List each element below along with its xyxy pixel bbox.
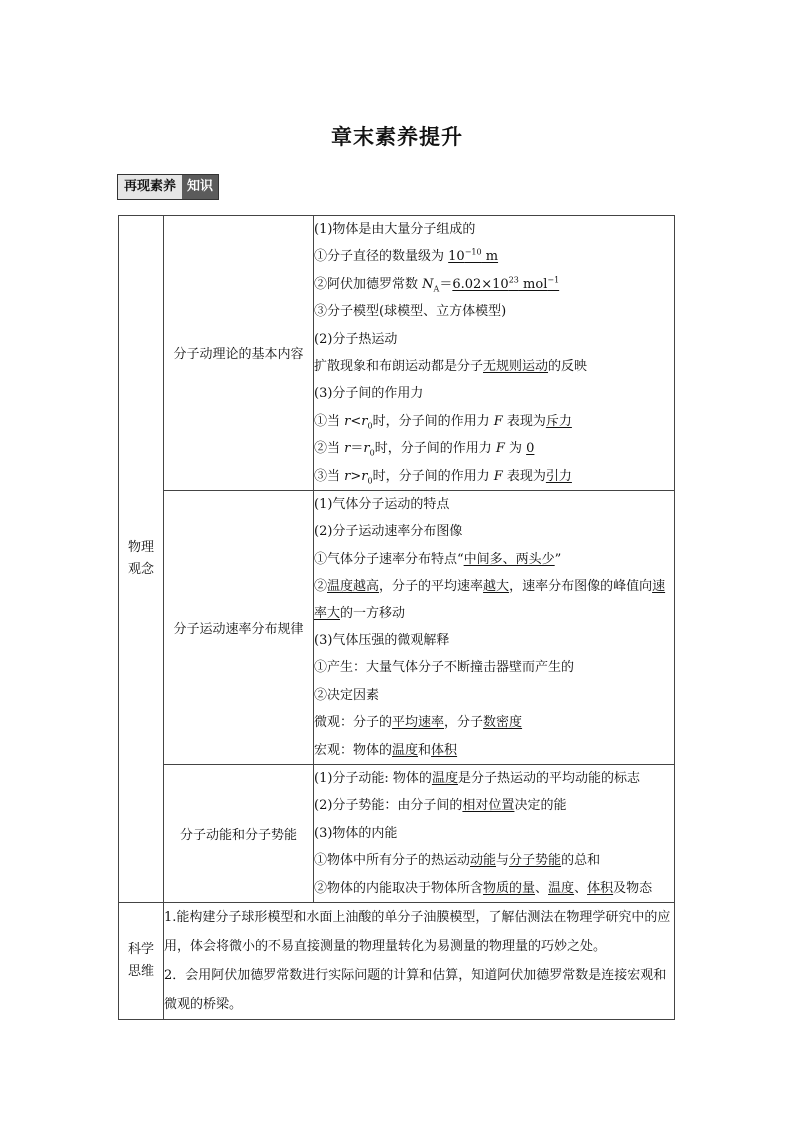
category-cell-physics bbox=[119, 216, 164, 903]
content-line: 扩散现象和布朗运动都是分子无规则运动的反映 bbox=[314, 358, 588, 374]
answer-blank: $10^{-10}$ m bbox=[448, 248, 499, 265]
content-line: (3)物体的内能 bbox=[314, 825, 398, 841]
content-cell bbox=[314, 765, 675, 903]
table-row bbox=[119, 902, 675, 1019]
category-line: 观念 bbox=[127, 561, 154, 577]
content-line: (3)气体压强的微观解释 bbox=[314, 633, 450, 649]
content-line: (2)分子运动速率分布图像 bbox=[314, 524, 463, 540]
thinking-cell bbox=[164, 902, 675, 1019]
table-row bbox=[119, 490, 675, 764]
content-cell bbox=[314, 216, 675, 491]
answer-blank: $6.02\times 10^{23}$ mol$^{-1}$ bbox=[452, 275, 560, 292]
content-line: ①当 $r<r_0$时，分子间的作用力 F 表现为斥力 bbox=[314, 413, 572, 431]
content-line: (3)分子间的作用力 bbox=[314, 386, 424, 402]
table-row bbox=[119, 765, 675, 903]
category-line: 科学 bbox=[127, 941, 154, 957]
content-line: 微观：分子的平均速率，分子数密度 bbox=[314, 715, 523, 731]
content-line: ②决定因素 bbox=[314, 687, 380, 703]
page-title: 章末素养提升 bbox=[331, 125, 463, 149]
content-line: ②温度越高，分子的平均速率越大，速率分布图像的峰值向速率大的一方移动 bbox=[314, 579, 666, 622]
content-line: ②物体的内能取决于物体所含物质的量、温度、体积及物态 bbox=[314, 880, 653, 896]
content-line: ①气体分子速率分布特点“中间多、两头少” bbox=[314, 551, 562, 567]
content-line: ①分子直径的数量级为 $10^{-10}$ m bbox=[314, 248, 499, 265]
summary-table bbox=[118, 215, 675, 1020]
category-line: 思维 bbox=[127, 963, 154, 979]
content-line: ②阿伏加德罗常数 $N_A=6.02\times 10^{23}$ mol$^{-1}$ bbox=[314, 275, 560, 294]
sub-label: 分子动理论的基本内容 bbox=[164, 216, 314, 491]
thinking-text-1: 1.能构建分子球形模型和水面上油酸的单分子油膜模型，了解估测法在物理学研究中的应用，体会将微小的不易直接测量的物理量转化为易测量的物理量的巧妙之处。 bbox=[164, 909, 671, 954]
thinking-text-2: 2．会用阿伏加德罗常数进行实际问题的计算和估算，知道阿伏加德罗常数是连接宏观和微观的桥梁。 bbox=[164, 967, 667, 1012]
content-line: ③分子模型(球模型、立方体模型) bbox=[314, 304, 507, 320]
badge-left: 再现素养 bbox=[118, 175, 182, 199]
content-line: ②当 $r=r_0$时，分子间的作用力 F 为 0 bbox=[314, 441, 535, 458]
badge-right: 知识 bbox=[182, 175, 218, 199]
content-line: ③当 $r>r_0$时，分子间的作用力 F 表现为引力 bbox=[314, 468, 572, 486]
category-cell-thinking bbox=[119, 902, 164, 1019]
sub-label: 分子动能和分子势能 bbox=[164, 765, 314, 903]
content-line: ①产生：大量气体分子不断撞击器壁而产生的 bbox=[314, 660, 575, 676]
sub-label: 分子运动速率分布规律 bbox=[164, 490, 314, 764]
content-line: 宏观：物体的温度和体积 bbox=[314, 742, 458, 758]
content-line: (1)分子动能: 物体的温度是分子热运动的平均动能的标志 bbox=[314, 771, 640, 787]
content-line: ①物体中所有分子的热运动动能与分子势能的总和 bbox=[314, 853, 601, 869]
content-line: (1)物体是由大量分子组成的 bbox=[314, 222, 476, 237]
section-badge bbox=[117, 174, 219, 200]
table-row bbox=[119, 216, 675, 491]
category-line: 物理 bbox=[127, 539, 154, 555]
content-line: (2)分子势能：由分子间的相对位置决定的能 bbox=[314, 798, 567, 814]
content-line: (2)分子热运动 bbox=[314, 331, 398, 347]
content-line: (1)气体分子运动的特点 bbox=[314, 496, 450, 512]
content-cell bbox=[314, 490, 675, 764]
